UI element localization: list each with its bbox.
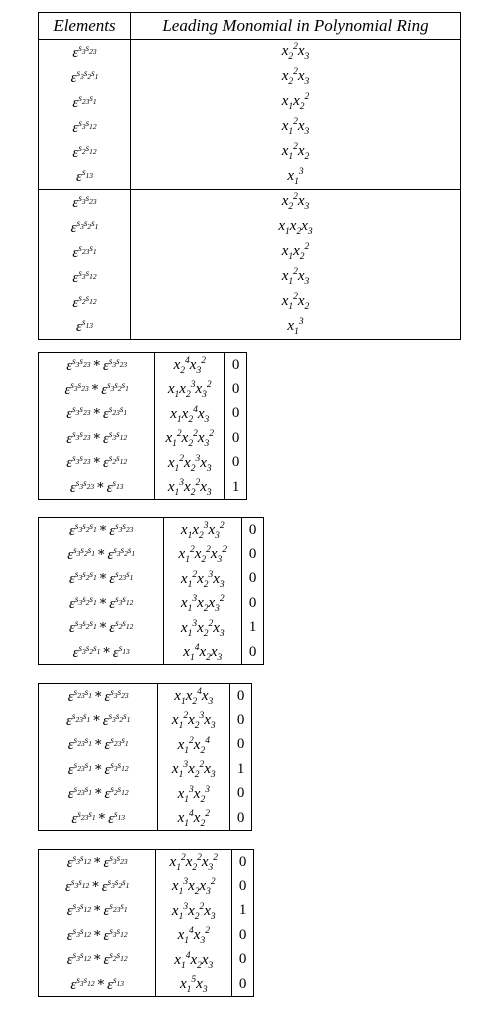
col-header-elements: Elements <box>39 13 131 40</box>
product-monomial-cell: $x_1^2x_2^2x_3^2$ <box>164 542 242 567</box>
leading-monomial-table <box>38 12 461 340</box>
product-table <box>38 517 264 665</box>
product-value-cell: 0 <box>231 405 240 422</box>
product-expression-cell: $\varepsilon^{s_{23}s_1} * \varepsilon^{s_3s_2s_1}$ <box>39 708 158 733</box>
product-row <box>39 402 247 427</box>
element-cell: $\varepsilon^{s_{13}}$ <box>39 165 131 190</box>
leading-monomial-cell: $x_1^2x_3$ <box>281 267 310 287</box>
product-row <box>39 899 254 924</box>
product-row <box>39 684 252 709</box>
product-monomial-cell: $x_1^3x_2x_3^2$ <box>164 591 242 616</box>
product-value-cell: 0 <box>236 736 245 753</box>
product-value-cell: 1 <box>236 760 245 777</box>
product-expression-cell: $\varepsilon^{s_3s_{23}} * \varepsilon^{s_3s_{23}}$ <box>39 353 155 378</box>
product-row <box>39 874 254 899</box>
product-monomial-cell: $x_1^2x_2^3x_3$ <box>155 451 225 476</box>
product-expression-cell: $\varepsilon^{s_{23}s_1} * \varepsilon^{s_{23}s_1}$ <box>39 733 158 758</box>
product-expression-cell: $\varepsilon^{s_3s_{12}} * \varepsilon^{s_3s_{23}}$ <box>39 850 156 875</box>
product-value-cell: 0 <box>231 454 240 471</box>
product-expression-cell: $\varepsilon^{s_3s_{23}} * \varepsilon^{s_3s_2s_1}$ <box>39 377 155 402</box>
table-row <box>39 190 461 215</box>
product-row <box>39 850 254 875</box>
leading-monomial-cell: $x_1^3$ <box>287 316 304 337</box>
product-row <box>39 782 252 807</box>
product-monomial-cell: $x_1^5x_3$ <box>156 972 232 997</box>
product-value-cell: 1 <box>248 619 257 636</box>
product-monomial-cell: $x_1^3x_2^2x_3$ <box>155 475 225 500</box>
product-table <box>38 683 252 831</box>
product-value-cell: 0 <box>236 687 245 704</box>
leading-monomial-cell: $x_1^2x_2$ <box>281 142 310 162</box>
product-expression-cell: $\varepsilon^{s_{23}s_1} * \varepsilon^{s_2s_{12}}$ <box>39 782 158 807</box>
product-monomial-cell: $x_1^2x_2^2x_3^2$ <box>156 850 232 875</box>
product-row <box>39 518 264 543</box>
product-value-cell: 0 <box>248 521 257 538</box>
element-cell: $\varepsilon^{s_3s_2s_1}$ <box>39 65 131 90</box>
table-row <box>39 240 461 265</box>
product-value-cell: 0 <box>248 570 257 587</box>
element-cell: $\varepsilon^{s_3s_{23}}$ <box>39 190 131 215</box>
leading-monomial-cell: $x_1^3$ <box>287 166 304 187</box>
product-row <box>39 426 247 451</box>
product-table <box>38 849 254 997</box>
product-monomial-cell: $x_1^3x_2^2x_3$ <box>156 899 232 924</box>
element-cell: $\varepsilon^{s_2s_{12}}$ <box>39 290 131 315</box>
leading-monomial-cell: $x_1x_2x_3$ <box>278 217 313 237</box>
table-row <box>39 90 461 115</box>
product-monomial-cell: $x_1^3x_2^3$ <box>158 782 230 807</box>
element-cell: $\varepsilon^{s_{23}s_1}$ <box>39 240 131 265</box>
product-value-cell: 0 <box>238 951 247 968</box>
product-monomial-cell: $x_1^4x_2x_3$ <box>164 640 242 665</box>
product-expression-cell: $\varepsilon^{s_3s_{23}} * \varepsilon^{s_{23}s_1}$ <box>39 402 155 427</box>
product-value-cell: 0 <box>248 594 257 611</box>
element-cell: $\varepsilon^{s_2s_{12}}$ <box>39 140 131 165</box>
product-value-cell: 0 <box>231 356 240 373</box>
product-monomial-cell: $x_1^3x_2^2x_3$ <box>164 616 242 641</box>
product-row <box>39 475 247 500</box>
product-expression-cell: $\varepsilon^{s_3s_2s_1} * \varepsilon^{s_{13}}$ <box>39 640 164 665</box>
table-row <box>39 115 461 140</box>
product-row <box>39 616 264 641</box>
product-row <box>39 451 247 476</box>
product-row <box>39 542 264 567</box>
leading-monomial-cell: $x_1x_2^2$ <box>281 92 310 112</box>
product-row <box>39 948 254 973</box>
element-cell: $\varepsilon^{s_3s_{12}}$ <box>39 265 131 290</box>
product-expression-cell: $\varepsilon^{s_3s_{12}} * \varepsilon^{s_3s_2s_1}$ <box>39 874 156 899</box>
product-expression-cell: $\varepsilon^{s_{23}s_1} * \varepsilon^{s_3s_{23}}$ <box>39 684 158 709</box>
product-row <box>39 708 252 733</box>
table-row <box>39 140 461 165</box>
product-expression-cell: $\varepsilon^{s_{23}s_1} * \varepsilon^{s_{13}}$ <box>39 806 158 831</box>
product-expression-cell: $\varepsilon^{s_3s_{12}} * \varepsilon^{s_3s_{12}}$ <box>39 923 156 948</box>
product-expression-cell: $\varepsilon^{s_3s_2s_1} * \varepsilon^{s_3s_2s_1}$ <box>39 542 164 567</box>
product-value-cell: 0 <box>238 853 247 870</box>
table-row <box>39 265 461 290</box>
product-monomial-cell: $x_1^2x_2^4$ <box>158 733 230 758</box>
product-value-cell: 0 <box>238 975 247 992</box>
product-row <box>39 640 264 665</box>
product-value-cell: 0 <box>236 785 245 802</box>
product-value-cell: 0 <box>248 643 257 660</box>
table-row <box>39 315 461 340</box>
product-row <box>39 377 247 402</box>
product-row <box>39 757 252 782</box>
leading-monomial-cell: $x_1^2x_2$ <box>281 292 310 312</box>
product-expression-cell: $\varepsilon^{s_3s_2s_1} * \varepsilon^{s_3s_{12}}$ <box>39 591 164 616</box>
product-monomial-cell: $x_2^4x_3^2$ <box>155 353 225 378</box>
table-row <box>39 65 461 90</box>
product-row <box>39 567 264 592</box>
element-cell: $\varepsilon^{s_3s_{12}}$ <box>39 115 131 140</box>
product-monomial-cell: $x_1x_2^4x_3$ <box>158 684 230 709</box>
element-cell: $\varepsilon^{s_{13}}$ <box>39 315 131 340</box>
product-expression-cell: $\varepsilon^{s_3s_{23}} * \varepsilon^{s_3s_{12}}$ <box>39 426 155 451</box>
product-monomial-cell: $x_1^2x_2^3x_3$ <box>164 567 242 592</box>
element-cell: $\varepsilon^{s_3s_{23}}$ <box>39 40 131 65</box>
leading-monomial-cell: $x_1^2x_3$ <box>281 117 310 137</box>
product-value-cell: 0 <box>236 711 245 728</box>
table-row <box>39 40 461 65</box>
product-expression-cell: $\varepsilon^{s_{23}s_1} * \varepsilon^{s_3s_{12}}$ <box>39 757 158 782</box>
col-header-leading-monomial: Leading Monomial in Polynomial Ring <box>131 13 461 40</box>
product-monomial-cell: $x_1x_2^3x_3^2$ <box>164 518 242 543</box>
table-row <box>39 290 461 315</box>
product-monomial-cell: $x_1^2x_2^2x_3^2$ <box>155 426 225 451</box>
product-monomial-cell: $x_1^3x_2^2x_3$ <box>158 757 230 782</box>
product-value-cell: 1 <box>238 902 247 919</box>
product-value-cell: 0 <box>238 877 247 894</box>
leading-monomial-cell: $x_2^2x_3$ <box>131 190 461 215</box>
product-value-cell: 0 <box>236 809 245 826</box>
element-cell: $\varepsilon^{s_{23}s_1}$ <box>39 90 131 115</box>
product-monomial-cell: $x_1^4x_2x_3$ <box>156 948 232 973</box>
product-table <box>38 352 247 500</box>
product-row <box>39 923 254 948</box>
product-value-cell: 1 <box>231 478 240 495</box>
product-value-cell: 0 <box>231 380 240 397</box>
product-value-cell: 0 <box>238 926 247 943</box>
product-expression-cell: $\varepsilon^{s_3s_2s_1} * \varepsilon^{s_3s_{23}}$ <box>39 518 164 543</box>
product-expression-cell: $\varepsilon^{s_3s_{12}} * \varepsilon^{s_2s_{12}}$ <box>39 948 156 973</box>
product-row <box>39 733 252 758</box>
product-expression-cell: $\varepsilon^{s_3s_{12}} * \varepsilon^{s_{23}s_1}$ <box>39 899 156 924</box>
product-value-cell: 0 <box>248 545 257 562</box>
product-expression-cell: $\varepsilon^{s_3s_{23}} * \varepsilon^{s_{13}}$ <box>39 475 155 500</box>
product-monomial-cell: $x_1^3x_2x_3^2$ <box>156 874 232 899</box>
leading-monomial-cell: $x_1x_2^2$ <box>281 242 310 262</box>
product-monomial-cell: $x_1^2x_2^3x_3$ <box>158 708 230 733</box>
product-expression-cell: $\varepsilon^{s_3s_2s_1} * \varepsilon^{s_2s_{12}}$ <box>39 616 164 641</box>
product-expression-cell: $\varepsilon^{s_3s_{23}} * \varepsilon^{s_2s_{12}}$ <box>39 451 155 476</box>
leading-monomial-cell: $x_2^2x_3$ <box>281 42 310 63</box>
product-monomial-cell: $x_1^4x_2^2$ <box>158 806 230 831</box>
product-row <box>39 972 254 997</box>
product-monomial-cell: $x_1x_2^4x_3$ <box>155 402 225 427</box>
product-row <box>39 806 252 831</box>
product-expression-cell: $\varepsilon^{s_3s_2s_1} * \varepsilon^{s_{23}s_1}$ <box>39 567 164 592</box>
product-expression-cell: $\varepsilon^{s_3s_{12}} * \varepsilon^{s_{13}}$ <box>39 972 156 997</box>
product-value-cell: 0 <box>231 429 240 446</box>
table-row <box>39 215 461 240</box>
product-monomial-cell: $x_1x_2^3x_3^2$ <box>155 377 225 402</box>
element-cell: $\varepsilon^{s_3s_2s_1}$ <box>39 215 131 240</box>
table-row <box>39 165 461 190</box>
product-monomial-cell: $x_1^4x_3^2$ <box>156 923 232 948</box>
product-row <box>39 591 264 616</box>
product-row <box>39 353 247 378</box>
leading-monomial-cell: $x_2^2x_3$ <box>281 67 310 87</box>
